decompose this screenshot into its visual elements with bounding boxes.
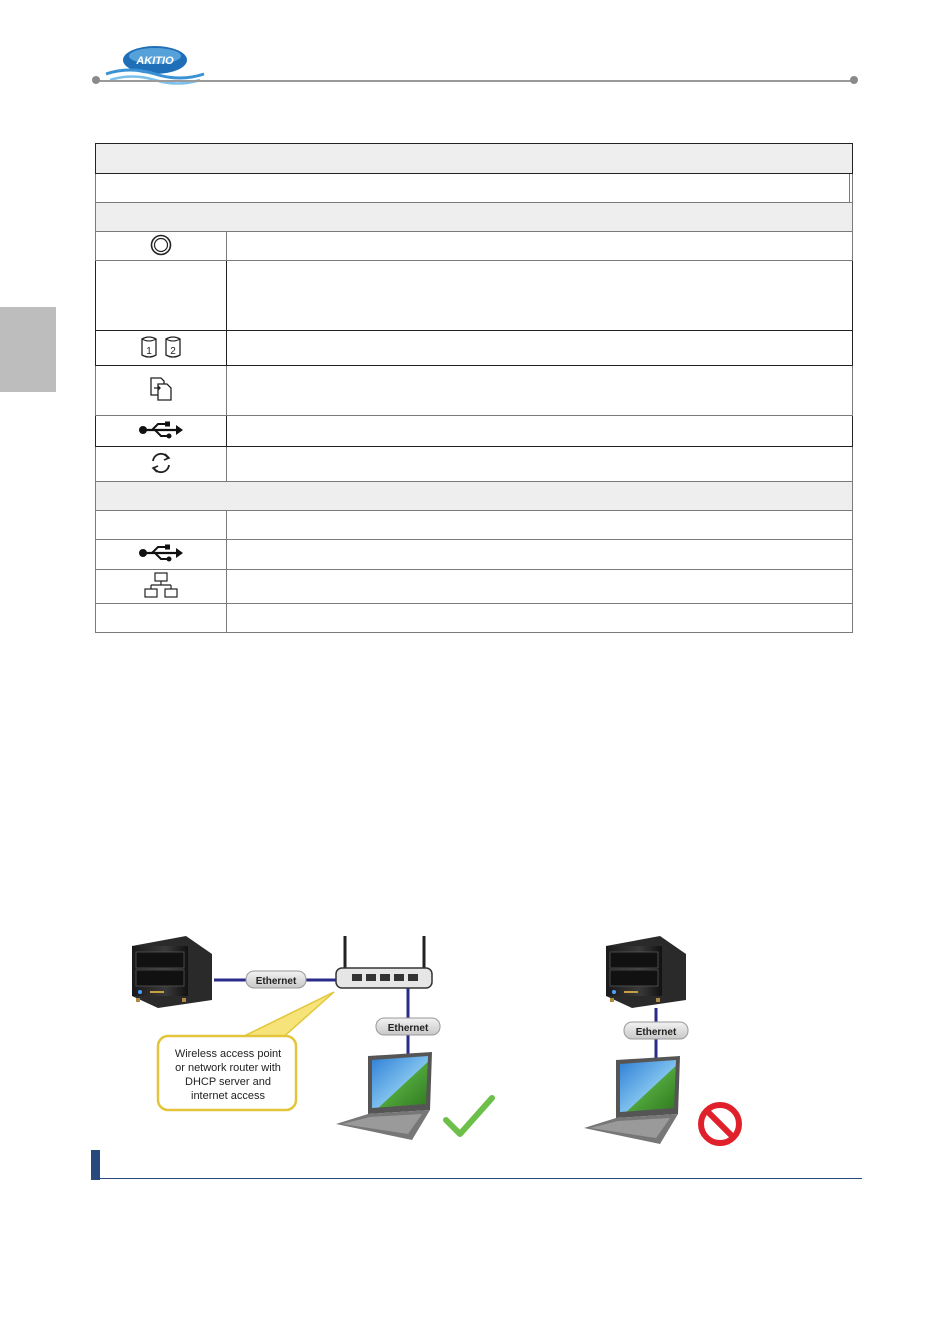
table-desc-cell	[227, 232, 853, 261]
table-row	[96, 232, 853, 261]
callout-line: Wireless access point	[174, 1048, 282, 1060]
table-row	[96, 511, 853, 540]
chapter-side-tab	[0, 307, 56, 392]
table-title-cell	[96, 144, 853, 174]
table-row	[96, 416, 853, 447]
table-desc-cell	[227, 331, 853, 366]
table-desc-cell	[227, 511, 853, 540]
sync-icon	[148, 450, 174, 476]
header-rule-dot	[850, 76, 858, 84]
table-section-front-cell	[96, 203, 853, 232]
power-button-icon	[150, 234, 172, 256]
laptop-icon	[584, 1056, 680, 1144]
spec-table	[95, 143, 853, 633]
table-icon-cell	[96, 604, 227, 633]
table-icon-cell	[96, 261, 227, 331]
lan-icon	[143, 572, 179, 598]
table-icon-cell	[96, 366, 227, 416]
table-desc-cell	[227, 540, 853, 570]
nas-device	[132, 936, 212, 1008]
table-icon-cell	[96, 416, 227, 447]
table-section-rear-cell	[96, 482, 853, 511]
table-icon-cell	[96, 331, 227, 366]
table-icon-cell	[96, 232, 227, 261]
router-callout	[158, 992, 334, 1110]
table-row	[96, 447, 853, 482]
table-desc-cell	[227, 261, 853, 331]
table-desc-cell	[227, 416, 853, 447]
header-rule-dot	[92, 76, 100, 84]
callout-line: DHCP server and	[185, 1076, 271, 1088]
table-icon-cell	[96, 511, 227, 540]
table-desc-cell	[227, 570, 853, 604]
laptop-icon	[336, 1052, 432, 1140]
table-section-front	[96, 203, 853, 232]
table-section-rear	[96, 482, 853, 511]
check-icon	[446, 1098, 492, 1134]
svg-text:1: 1	[146, 345, 152, 357]
network-diagram	[120, 928, 760, 1148]
table-header-row	[96, 174, 853, 203]
nas-device	[606, 936, 686, 1008]
ethernet-label-text: Ethernet	[635, 1027, 677, 1038]
callout-line: internet access	[191, 1090, 265, 1102]
hdd-2-icon	[164, 335, 182, 359]
table-row	[96, 331, 853, 366]
section-heading-rule	[100, 1178, 862, 1179]
table-header-right	[850, 174, 853, 203]
table-desc-cell	[227, 604, 853, 633]
table-header-left	[96, 174, 850, 203]
akitio-logo	[100, 40, 210, 90]
usb-icon	[138, 421, 184, 439]
svg-text:2: 2	[170, 345, 176, 357]
header-rule	[96, 80, 856, 82]
section-heading-marker	[91, 1150, 100, 1180]
table-row	[96, 604, 853, 633]
router-icon	[336, 936, 432, 988]
svg-text:AKITIO: AKITIO	[136, 55, 174, 67]
table-row	[96, 366, 853, 416]
table-row	[96, 570, 853, 604]
table-icon-cell	[96, 447, 227, 482]
ethernet-label-text: Ethernet	[387, 1023, 429, 1034]
table-icon-cell	[96, 570, 227, 604]
callout-line: or network router with	[175, 1062, 281, 1074]
ethernet-label-text: Ethernet	[255, 976, 297, 987]
table-row	[96, 540, 853, 570]
table-desc-cell	[227, 447, 853, 482]
prohibited-icon	[701, 1105, 739, 1143]
table-row	[96, 261, 853, 331]
table-icon-cell	[96, 540, 227, 570]
usb-icon	[138, 544, 184, 562]
copy-icon	[148, 376, 174, 402]
table-desc-cell	[227, 366, 853, 416]
hdd-1-icon	[140, 335, 158, 359]
table-title-row	[96, 144, 853, 174]
